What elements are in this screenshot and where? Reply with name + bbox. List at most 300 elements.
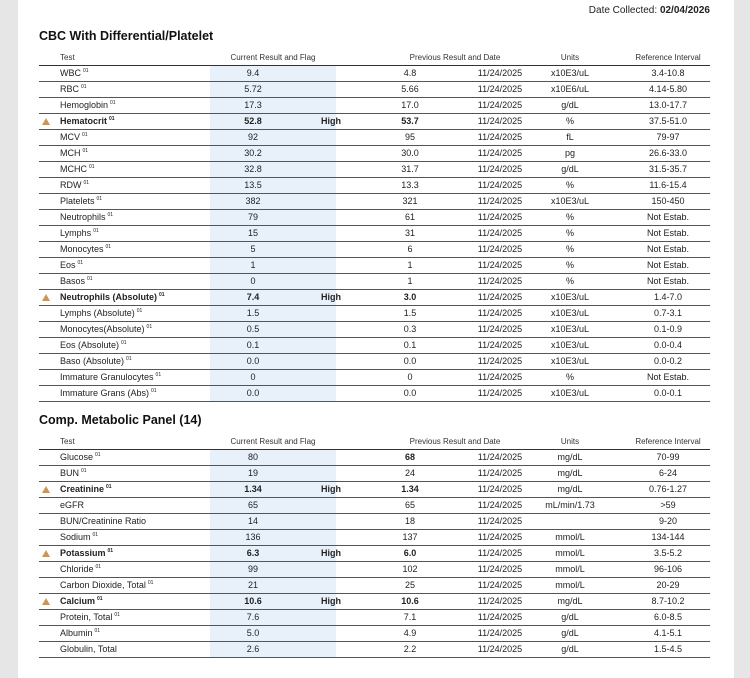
previous-result: 31 bbox=[404, 228, 415, 238]
units: mg/dL bbox=[557, 484, 583, 494]
units: g/dL bbox=[561, 164, 579, 174]
test-name-text: BUN bbox=[60, 468, 80, 478]
table-row bbox=[39, 386, 710, 402]
table-row bbox=[39, 562, 710, 578]
col-test-header: Test bbox=[60, 437, 75, 446]
test-name bbox=[60, 276, 93, 286]
lab-code-superscript: 01 bbox=[107, 212, 114, 218]
reference-interval: 3.4-10.8 bbox=[651, 68, 685, 78]
current-result: 80 bbox=[247, 452, 258, 462]
result-flag: High bbox=[321, 548, 341, 558]
test-name-text: Creatinine bbox=[60, 484, 105, 494]
current-result: 7.4 bbox=[246, 292, 260, 302]
current-result: 0.0 bbox=[246, 388, 260, 398]
table-row bbox=[39, 242, 710, 258]
units: x10E3/uL bbox=[550, 308, 590, 318]
reference-interval: 0.0-0.1 bbox=[653, 388, 683, 398]
previous-date: 11/24/2025 bbox=[477, 196, 523, 206]
lab-code-superscript: 01 bbox=[105, 244, 112, 250]
current-result: 19 bbox=[247, 468, 258, 478]
current-result: 2.6 bbox=[246, 644, 260, 654]
units: mmol/L bbox=[555, 548, 585, 558]
test-name-text: MCV bbox=[60, 132, 80, 142]
test-name-text: Basos bbox=[60, 276, 86, 286]
units: fL bbox=[566, 132, 574, 142]
table-row bbox=[39, 194, 710, 210]
previous-result: 18 bbox=[404, 516, 415, 526]
previous-date: 11/24/2025 bbox=[477, 484, 523, 494]
previous-date: 11/24/2025 bbox=[477, 644, 523, 654]
test-name-text: Carbon Dioxide, Total bbox=[60, 580, 146, 590]
previous-result: 7.1 bbox=[403, 612, 417, 622]
lab-code-superscript: 01 bbox=[93, 228, 99, 234]
previous-result: 0.0 bbox=[403, 356, 417, 366]
table-row bbox=[39, 178, 710, 194]
previous-result: 1.34 bbox=[401, 484, 419, 494]
reference-interval: 134-144 bbox=[651, 532, 685, 542]
units: x10E3/uL bbox=[550, 388, 590, 398]
table-row bbox=[39, 226, 710, 242]
test-name-text: Immature Granulocytes bbox=[60, 372, 154, 382]
units: % bbox=[565, 276, 574, 286]
previous-result: 17.0 bbox=[401, 100, 419, 110]
test-name bbox=[60, 372, 161, 382]
previous-date: 11/24/2025 bbox=[477, 596, 523, 606]
current-result: 382 bbox=[245, 196, 261, 206]
previous-result: 65 bbox=[404, 500, 415, 510]
current-result: 0 bbox=[250, 372, 256, 382]
reference-interval: 37.5-51.0 bbox=[648, 116, 688, 126]
current-result: 99 bbox=[247, 564, 258, 574]
test-name bbox=[60, 388, 157, 398]
date-collected bbox=[589, 5, 710, 16]
test-name bbox=[60, 164, 95, 174]
reference-interval: 13.0-17.7 bbox=[648, 100, 688, 110]
test-name bbox=[60, 308, 142, 318]
table-row bbox=[39, 514, 710, 530]
test-name-text: Globulin, Total bbox=[60, 644, 117, 654]
current-result: 10.6 bbox=[244, 596, 262, 606]
previous-result: 0.0 bbox=[403, 388, 417, 398]
current-result: 52.8 bbox=[244, 116, 262, 126]
previous-date: 11/24/2025 bbox=[477, 548, 523, 558]
current-result: 136 bbox=[245, 532, 261, 542]
units: mmol/L bbox=[555, 580, 585, 590]
lab-code-superscript: 01 bbox=[110, 100, 116, 106]
test-name-text: RDW bbox=[60, 180, 82, 190]
previous-date: 11/24/2025 bbox=[477, 516, 523, 526]
test-name-text: Lymphs bbox=[60, 228, 92, 238]
previous-result: 1 bbox=[407, 260, 413, 270]
reference-interval: 96-106 bbox=[653, 564, 683, 574]
reference-interval: >59 bbox=[660, 500, 676, 510]
test-name-text: Calcium bbox=[60, 596, 96, 606]
units: g/dL bbox=[561, 644, 579, 654]
units: % bbox=[565, 244, 574, 254]
test-name-text: Glucose bbox=[60, 452, 94, 462]
reference-interval: 0.0-0.4 bbox=[653, 340, 683, 350]
test-name bbox=[60, 196, 102, 206]
date-collected-label: Date Collected: bbox=[588, 5, 658, 16]
result-flag: High bbox=[321, 484, 341, 494]
previous-date: 11/24/2025 bbox=[477, 500, 523, 510]
reference-interval: 1.4-7.0 bbox=[653, 292, 683, 302]
units: mg/dL bbox=[557, 596, 583, 606]
current-result: 0 bbox=[250, 276, 256, 286]
lab-code-superscript: 01 bbox=[81, 84, 87, 90]
cmp-table bbox=[39, 435, 710, 658]
previous-result: 3.0 bbox=[403, 292, 417, 302]
cmp-rows bbox=[39, 450, 710, 658]
test-name-text: MCH bbox=[60, 148, 81, 158]
units: x10E3/uL bbox=[550, 356, 590, 366]
table-row bbox=[39, 162, 710, 178]
previous-result: 0 bbox=[407, 372, 413, 382]
abnormal-flag-icon bbox=[42, 486, 50, 493]
test-name bbox=[60, 580, 153, 590]
test-name-text: Chloride bbox=[60, 564, 94, 574]
lab-code-superscript: 01 bbox=[87, 276, 93, 282]
test-name bbox=[60, 356, 132, 366]
lab-code-superscript: 01 bbox=[155, 372, 162, 378]
previous-result: 24 bbox=[404, 468, 415, 478]
reference-interval: 6-24 bbox=[658, 468, 677, 478]
reference-interval: 8.7-10.2 bbox=[651, 596, 685, 606]
units: x10E3/uL bbox=[550, 324, 590, 334]
reference-interval: Not Estab. bbox=[646, 260, 690, 270]
test-name bbox=[60, 260, 83, 270]
test-name-text: MCHC bbox=[60, 164, 87, 174]
table-row bbox=[39, 642, 710, 658]
reference-interval: Not Estab. bbox=[646, 212, 690, 222]
test-name-text: Hematocrit bbox=[60, 116, 108, 126]
previous-date: 11/24/2025 bbox=[477, 372, 523, 382]
test-name-text: eGFR bbox=[60, 500, 85, 510]
lab-code-superscript: 01 bbox=[82, 148, 89, 154]
previous-result: 6.0 bbox=[403, 548, 417, 558]
test-name bbox=[60, 324, 152, 334]
lab-code-superscript: 01 bbox=[121, 340, 127, 346]
test-name bbox=[60, 228, 99, 238]
table-row bbox=[39, 610, 710, 626]
table-row bbox=[39, 466, 710, 482]
current-result: 30.2 bbox=[244, 148, 262, 158]
table-row bbox=[39, 210, 710, 226]
reference-interval: Not Estab. bbox=[646, 372, 690, 382]
previous-date: 11/24/2025 bbox=[477, 532, 523, 542]
table-row bbox=[39, 290, 710, 306]
col-previous-header: Previous Result and Date bbox=[409, 437, 501, 446]
test-name-text: Baso (Absolute) bbox=[60, 356, 125, 366]
current-result: 1.5 bbox=[246, 308, 260, 318]
current-result: 79 bbox=[247, 212, 258, 222]
units: mmol/L bbox=[555, 564, 585, 574]
test-name-text: Hemoglobin bbox=[60, 100, 109, 110]
units: pg bbox=[564, 148, 575, 158]
reference-interval: 70-99 bbox=[656, 452, 680, 462]
current-result: 6.3 bbox=[246, 548, 260, 558]
previous-date: 11/24/2025 bbox=[477, 580, 523, 590]
previous-result: 0.3 bbox=[403, 324, 417, 334]
previous-result: 2.2 bbox=[403, 644, 417, 654]
reference-interval: 0.76-1.27 bbox=[648, 484, 688, 494]
test-name bbox=[60, 292, 165, 302]
previous-date: 11/24/2025 bbox=[477, 84, 523, 94]
lab-code-superscript: 01 bbox=[95, 564, 102, 570]
reference-interval: 150-450 bbox=[651, 196, 685, 206]
test-name-text: Monocytes bbox=[60, 244, 104, 254]
table-row bbox=[39, 82, 710, 98]
current-result: 1 bbox=[250, 260, 256, 270]
table-row bbox=[39, 626, 710, 642]
test-name bbox=[60, 484, 112, 494]
previous-result: 61 bbox=[404, 212, 415, 222]
lab-code-superscript: 01 bbox=[151, 388, 157, 394]
cmp-section-title: Comp. Metabolic Panel (14) bbox=[39, 413, 202, 427]
table-row bbox=[39, 498, 710, 514]
table-row bbox=[39, 258, 710, 274]
previous-result: 1 bbox=[407, 276, 413, 286]
lab-code-superscript: 01 bbox=[96, 196, 103, 202]
previous-result: 10.6 bbox=[401, 596, 419, 606]
test-name bbox=[60, 532, 98, 542]
previous-date: 11/24/2025 bbox=[477, 260, 523, 270]
reference-interval: 79-97 bbox=[656, 132, 680, 142]
previous-date: 11/24/2025 bbox=[477, 340, 523, 350]
table-row bbox=[39, 66, 710, 82]
test-name-text: Eos (Absolute) bbox=[60, 340, 120, 350]
previous-date: 11/24/2025 bbox=[477, 324, 523, 334]
table-row bbox=[39, 546, 710, 562]
reference-interval: Not Estab. bbox=[646, 244, 690, 254]
table-row bbox=[39, 370, 710, 386]
previous-date: 11/24/2025 bbox=[477, 276, 523, 286]
units: x10E3/uL bbox=[550, 292, 590, 302]
test-name bbox=[60, 180, 89, 190]
current-result: 17.3 bbox=[244, 100, 262, 110]
current-result: 9.4 bbox=[246, 68, 260, 78]
reference-interval: 3.5-5.2 bbox=[653, 548, 683, 558]
test-name bbox=[60, 244, 111, 254]
table-row bbox=[39, 450, 710, 466]
reference-interval: Not Estab. bbox=[646, 276, 690, 286]
test-name bbox=[60, 68, 89, 78]
previous-date: 11/24/2025 bbox=[477, 148, 523, 158]
reference-interval: 1.5-4.5 bbox=[653, 644, 683, 654]
lab-code-superscript: 01 bbox=[136, 308, 143, 314]
test-name-text: Sodium bbox=[60, 532, 91, 542]
cbc-section-title: CBC With Differential/Platelet bbox=[39, 29, 214, 43]
lab-code-superscript: 01 bbox=[109, 116, 115, 122]
col-units-header: Units bbox=[560, 53, 580, 62]
previous-result: 25 bbox=[404, 580, 415, 590]
test-name bbox=[60, 628, 100, 638]
test-name-text: Neutrophils (Absolute) bbox=[60, 292, 157, 302]
col-test-header: Test bbox=[60, 53, 75, 62]
lab-code-superscript: 01 bbox=[83, 180, 90, 186]
previous-result: 102 bbox=[402, 564, 418, 574]
lab-code-superscript: 01 bbox=[92, 532, 99, 538]
reference-interval: 20-29 bbox=[656, 580, 680, 590]
test-name bbox=[60, 100, 116, 110]
units: % bbox=[565, 228, 574, 238]
test-name-text: Immature Grans (Abs) bbox=[60, 388, 150, 398]
current-result: 21 bbox=[247, 580, 258, 590]
units: % bbox=[565, 260, 574, 270]
reference-interval: 0.1-0.9 bbox=[653, 324, 683, 334]
lab-code-superscript: 01 bbox=[107, 548, 114, 554]
current-result: 5 bbox=[250, 244, 256, 254]
current-result: 0.0 bbox=[246, 356, 260, 366]
lab-code-superscript: 01 bbox=[81, 468, 87, 474]
previous-date: 11/24/2025 bbox=[477, 308, 523, 318]
units: x10E3/uL bbox=[550, 340, 590, 350]
units: g/dL bbox=[561, 612, 579, 622]
test-name-text: RBC bbox=[60, 84, 80, 94]
previous-date: 11/24/2025 bbox=[477, 628, 523, 638]
reference-interval: 0.7-3.1 bbox=[653, 308, 683, 318]
lab-code-superscript: 01 bbox=[159, 292, 165, 298]
units: mg/dL bbox=[557, 452, 583, 462]
test-name-text: Lymphs (Absolute) bbox=[60, 308, 135, 318]
previous-date: 11/24/2025 bbox=[477, 180, 523, 190]
current-result: 13.5 bbox=[244, 180, 262, 190]
table-row bbox=[39, 530, 710, 546]
previous-result: 4.9 bbox=[403, 628, 417, 638]
units: g/dL bbox=[561, 100, 579, 110]
table-row bbox=[39, 98, 710, 114]
previous-result: 5.66 bbox=[401, 84, 419, 94]
units: % bbox=[565, 180, 574, 190]
abnormal-flag-icon bbox=[42, 598, 50, 605]
previous-result: 0.1 bbox=[403, 340, 417, 350]
units: mL/min/1.73 bbox=[545, 500, 595, 510]
previous-result: 30.0 bbox=[401, 148, 419, 158]
previous-date: 11/24/2025 bbox=[477, 388, 523, 398]
lab-code-superscript: 01 bbox=[114, 612, 120, 618]
current-result: 0.5 bbox=[246, 324, 260, 334]
test-name bbox=[60, 644, 117, 654]
current-result: 7.6 bbox=[246, 612, 260, 622]
test-name bbox=[60, 596, 103, 606]
lab-code-superscript: 01 bbox=[83, 68, 89, 74]
units: x10E3/uL bbox=[550, 196, 590, 206]
reference-interval: 26.6-33.0 bbox=[648, 148, 688, 158]
abnormal-flag-icon bbox=[42, 294, 50, 301]
test-name bbox=[60, 468, 87, 478]
previous-result: 1.5 bbox=[403, 308, 417, 318]
test-name-text: Platelets bbox=[60, 196, 95, 206]
lab-code-superscript: 01 bbox=[82, 132, 88, 138]
test-name-text: Protein, Total bbox=[60, 612, 113, 622]
lab-code-superscript: 01 bbox=[106, 484, 112, 490]
col-reference-header: Reference Interval bbox=[635, 53, 701, 62]
reference-interval: 4.14-5.80 bbox=[648, 84, 688, 94]
current-result: 5.72 bbox=[244, 84, 262, 94]
current-result: 14 bbox=[247, 516, 258, 526]
current-result: 32.8 bbox=[244, 164, 262, 174]
previous-result: 13.3 bbox=[401, 180, 419, 190]
previous-result: 68 bbox=[404, 452, 415, 462]
reference-interval: 9-20 bbox=[658, 516, 677, 526]
result-flag: High bbox=[321, 596, 341, 606]
test-name-text: Potassium bbox=[60, 548, 106, 558]
units: x10E6/uL bbox=[550, 84, 590, 94]
reference-interval: 4.1-5.1 bbox=[653, 628, 683, 638]
current-result: 1.34 bbox=[244, 484, 262, 494]
date-collected-value: 02/04/2026 bbox=[659, 5, 710, 16]
lab-code-superscript: 01 bbox=[94, 628, 101, 634]
table-row bbox=[39, 274, 710, 290]
units: x10E3/uL bbox=[550, 68, 590, 78]
test-name bbox=[60, 452, 101, 462]
test-name-text: BUN/Creatinine Ratio bbox=[60, 516, 147, 526]
previous-date: 11/24/2025 bbox=[477, 468, 523, 478]
test-name bbox=[60, 84, 87, 94]
test-name bbox=[60, 516, 146, 526]
cmp-table-header bbox=[39, 435, 710, 450]
reference-interval: 0.0-0.2 bbox=[653, 356, 683, 366]
current-result: 92 bbox=[247, 132, 258, 142]
test-name bbox=[60, 612, 120, 622]
reference-interval: Not Estab. bbox=[646, 228, 690, 238]
lab-code-superscript: 01 bbox=[97, 596, 103, 602]
previous-date: 11/24/2025 bbox=[477, 116, 523, 126]
result-flag: High bbox=[321, 116, 341, 126]
previous-date: 11/24/2025 bbox=[477, 612, 523, 622]
lab-code-superscript: 01 bbox=[89, 164, 95, 170]
previous-date: 11/24/2025 bbox=[477, 452, 523, 462]
test-name bbox=[60, 564, 101, 574]
lab-code-superscript: 01 bbox=[126, 356, 132, 362]
table-row bbox=[39, 114, 710, 130]
col-previous-header: Previous Result and Date bbox=[409, 53, 501, 62]
table-row bbox=[39, 338, 710, 354]
abnormal-flag-icon bbox=[42, 118, 50, 125]
current-result: 65 bbox=[247, 500, 258, 510]
units: g/dL bbox=[561, 628, 579, 638]
col-reference-header: Reference Interval bbox=[635, 437, 701, 446]
test-name-text: Monocytes(Absolute) bbox=[60, 324, 145, 334]
previous-date: 11/24/2025 bbox=[477, 228, 523, 238]
test-name bbox=[60, 116, 115, 126]
current-result: 15 bbox=[247, 228, 258, 238]
cbc-rows bbox=[39, 66, 710, 402]
reference-interval: 6.0-8.5 bbox=[653, 612, 683, 622]
col-current-header: Current Result and Flag bbox=[230, 53, 316, 62]
test-name-text: Neutrophils bbox=[60, 212, 106, 222]
units: % bbox=[565, 116, 574, 126]
table-row bbox=[39, 306, 710, 322]
reference-interval: 31.5-35.7 bbox=[648, 164, 688, 174]
lab-code-superscript: 01 bbox=[146, 324, 153, 330]
cbc-table-header bbox=[39, 51, 710, 66]
current-result: 0.1 bbox=[246, 340, 260, 350]
test-name bbox=[60, 212, 113, 222]
lab-code-superscript: 01 bbox=[147, 580, 154, 586]
report-page bbox=[18, 0, 734, 678]
test-name bbox=[60, 500, 84, 510]
col-current-header: Current Result and Flag bbox=[230, 437, 316, 446]
test-name-text: WBC bbox=[60, 68, 81, 78]
col-units-header: Units bbox=[560, 437, 580, 446]
current-result: 5.0 bbox=[246, 628, 260, 638]
reference-interval: 11.6-15.4 bbox=[649, 180, 687, 190]
previous-date: 11/24/2025 bbox=[477, 132, 523, 142]
table-row bbox=[39, 322, 710, 338]
test-name-text: Albumin bbox=[60, 628, 93, 638]
test-name bbox=[60, 340, 127, 350]
